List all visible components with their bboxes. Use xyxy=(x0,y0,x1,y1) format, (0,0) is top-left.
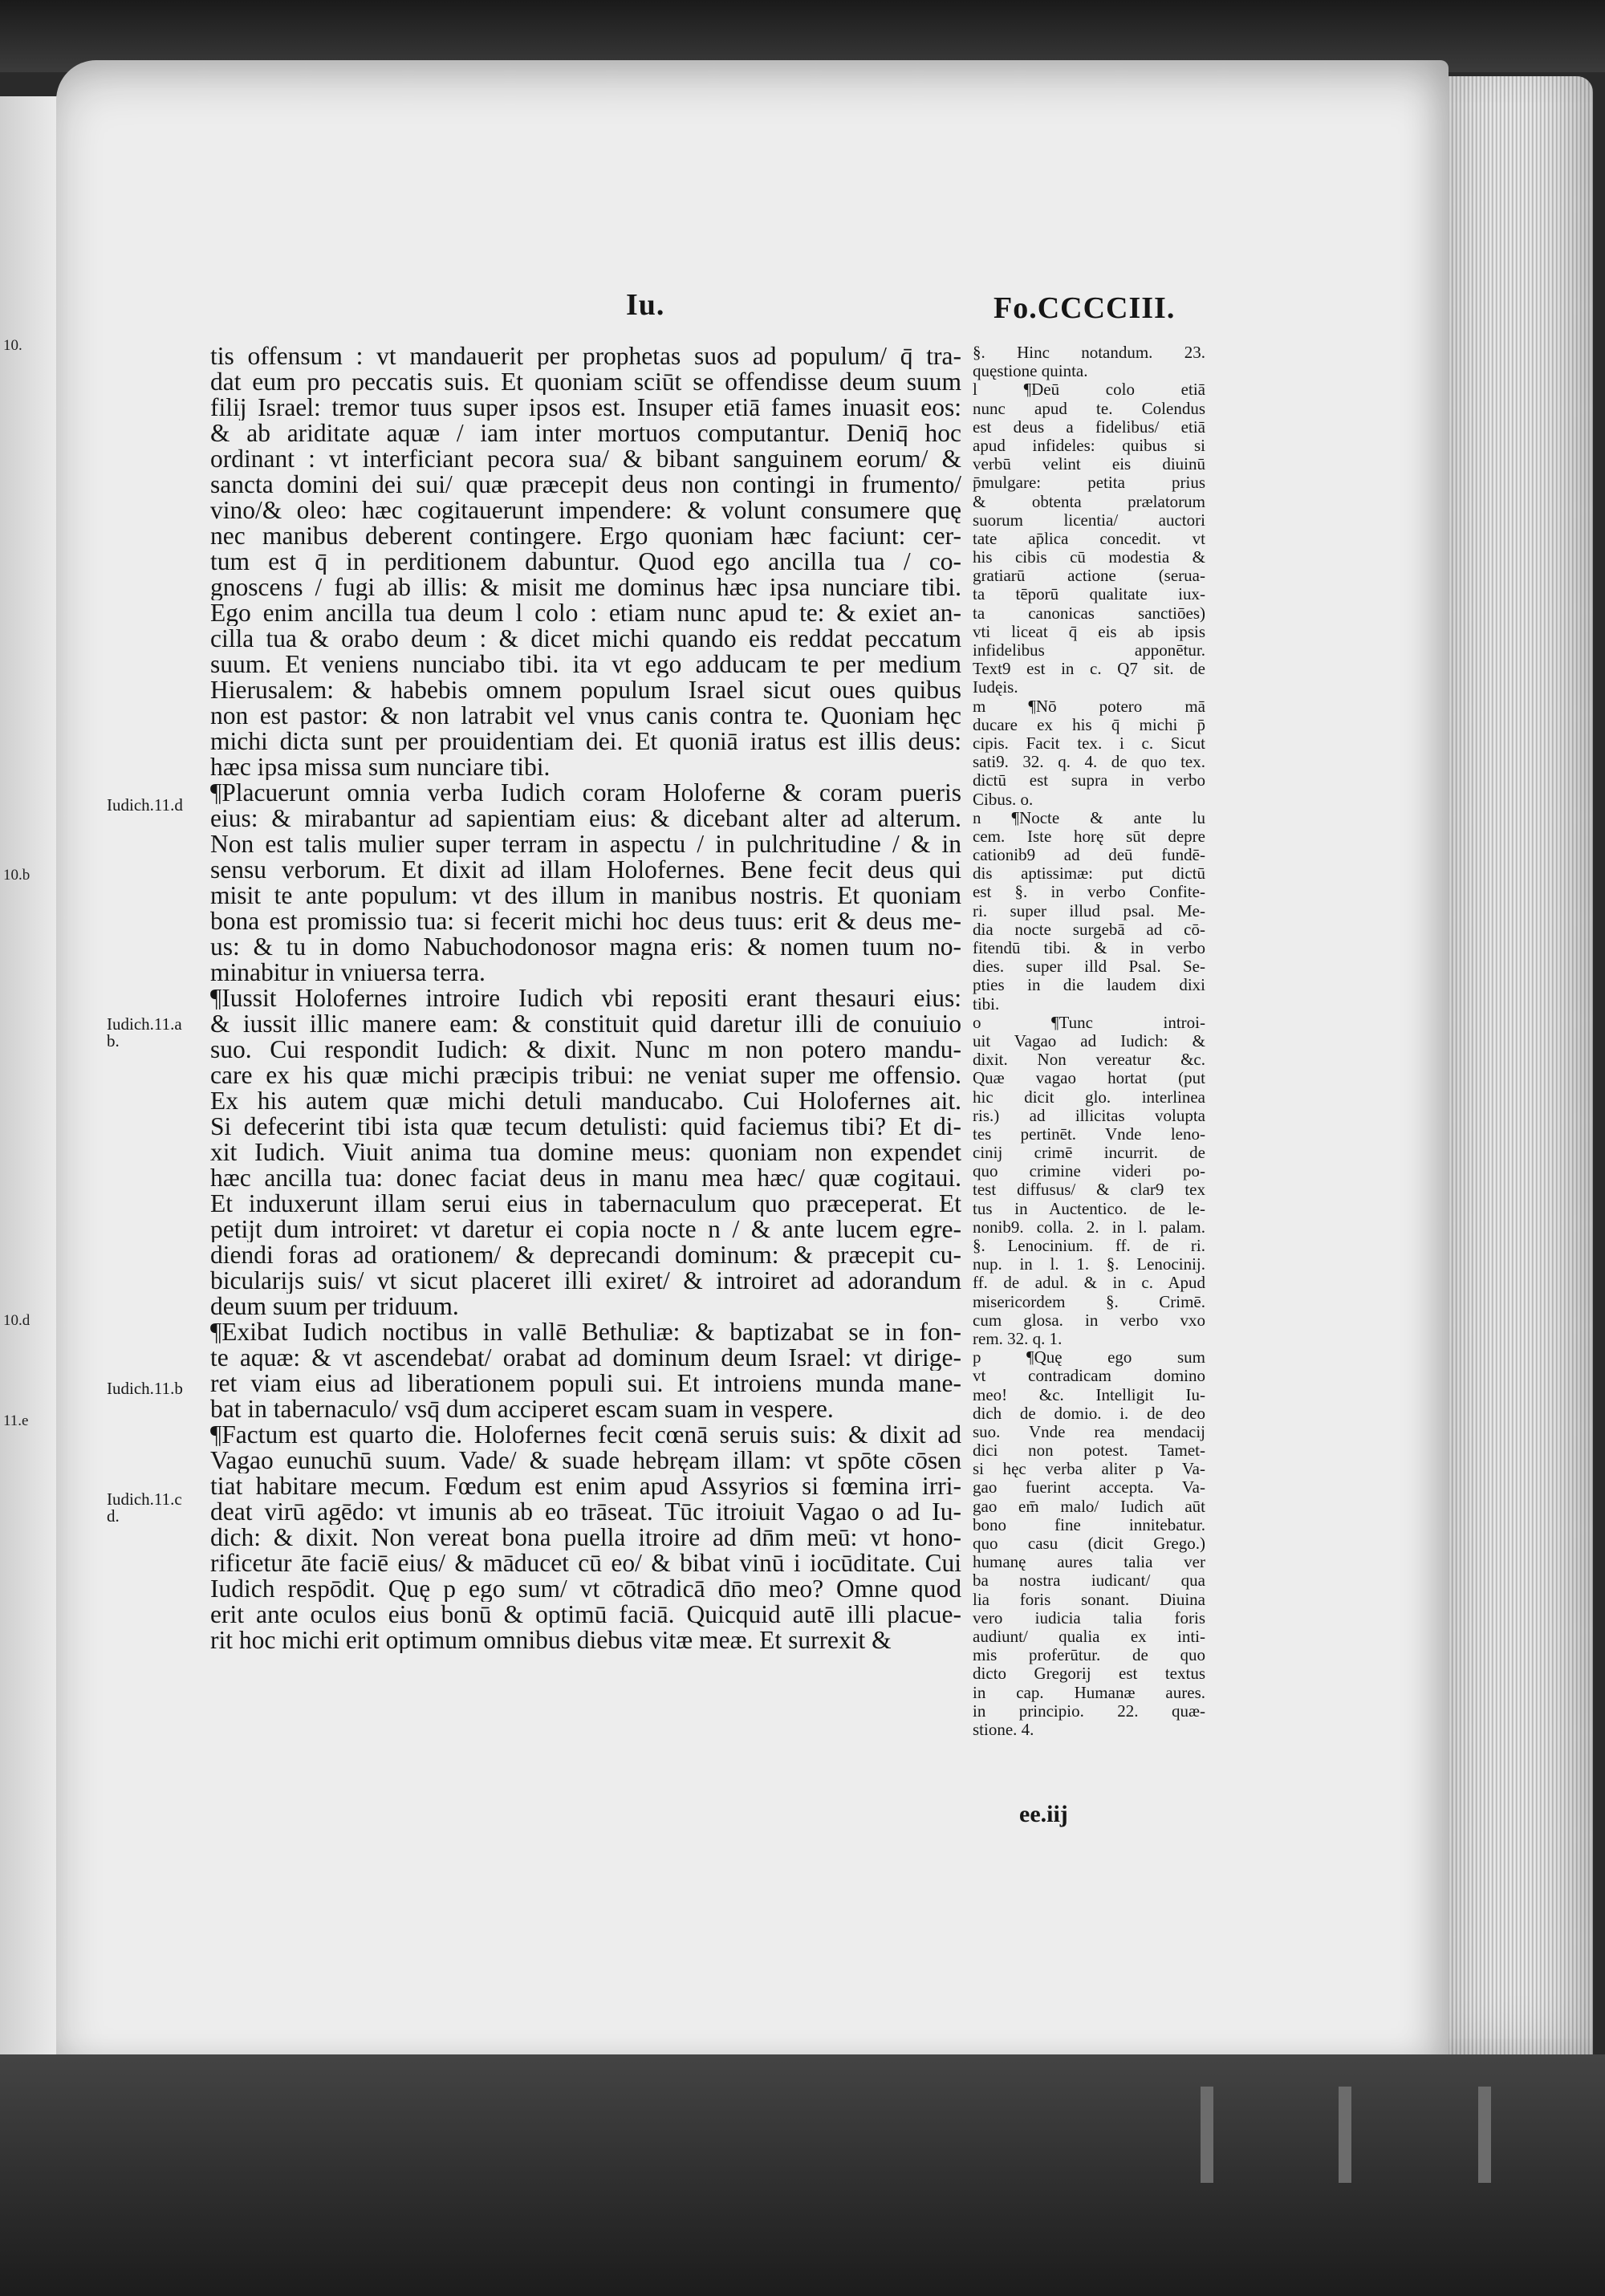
text-line: cilla tua & orabo deum : & dicet michi quando eis reddat peccatum xyxy=(210,626,961,652)
gloss-line: uit Vagao ad Iudich: & xyxy=(973,1031,1205,1050)
text-line: rit hoc michi erit optimum omnibus diebus vitæ meæ. Et surrexit & xyxy=(210,1628,892,1653)
text-line: ordinant : vt interficiant pecora sua/ & bibant sanguinem eorum/ & xyxy=(210,446,961,472)
gloss-line: vt contradicam domino xyxy=(973,1367,1205,1386)
gloss-line: cipis. Facit tex. i c. Sicut xyxy=(973,734,1205,753)
left-margin-note: 10.b xyxy=(3,867,30,884)
running-title: Iu. xyxy=(626,288,665,322)
gloss-line: fitendū tibi. & in verbo xyxy=(973,939,1205,957)
gloss-line: est deus a fidelibus/ etiā xyxy=(973,417,1205,437)
left-margin-note: 10. xyxy=(3,337,22,354)
gloss-line: dia nocte surgebā ad cō- xyxy=(973,920,1205,939)
text-line: hæc ancilla tua: donec faciat deus in manu mea hæc/ quæ cogitaui. xyxy=(210,1165,961,1191)
gloss-line: verbū velint eis diuinū xyxy=(973,455,1205,474)
text-line: filij Israel: tremor tuus super ipsos est. Insuper etiā fames inuasit eos: xyxy=(210,395,961,421)
gloss-line: suorum licentia/ auctori xyxy=(973,510,1205,530)
text-line: Ego enim ancilla tua deum l colo : etiam nunc apud te: & exiet an- xyxy=(210,600,961,626)
gloss-line: stione. 4. xyxy=(973,1720,1034,1739)
main-text-column xyxy=(210,343,961,1653)
gloss-line: vti liceat q̄ eis ab ipsis xyxy=(973,622,1205,641)
text-line: deum suum per triduum. xyxy=(210,1294,459,1319)
text-line: care ex his quæ michi præcipis tribui: ne veniat super me offensio. xyxy=(210,1063,961,1088)
gloss-line: Iudęis. xyxy=(973,678,1018,697)
gloss-line: tibi. xyxy=(973,994,1000,1014)
text-line: eius: & mirabantur ad sapientiam eius: & dicebant alter ad alterum. xyxy=(210,806,961,831)
gloss-line: ff. de adul. & in c. Apud xyxy=(973,1274,1205,1293)
gloss-line: in cap. Humanæ aures. xyxy=(973,1683,1205,1702)
text-line: dat eum pro peccatis suis. Et quoniam sciūt se offendisse deum suum xyxy=(210,369,961,395)
gloss-line: dies. super illd Psal. Se- xyxy=(973,957,1205,977)
text-line: misit te ante populum: vt des illum in manibus nostris. Et quoniam xyxy=(210,883,961,908)
text-line: ¶Iussit Holofernes introire Iudich vbi repositi erant thesauri eius: xyxy=(210,985,961,1011)
text-line: ¶Placuerunt omnia verba Iudich coram Holoferne & coram pueris xyxy=(210,780,961,806)
gloss-line: dixit. Non vereatur &c. xyxy=(973,1050,1205,1070)
bottom-shadow-bar xyxy=(1339,2087,1351,2183)
text-line: tum est q̄ in perditionem dabuntur. Quod ego ancilla tua / co- xyxy=(210,549,961,575)
text-line: petijt dum introiret: vt daretur ei copia nocte n / & ante lucem egre- xyxy=(210,1217,961,1242)
gloss-line: dicto Gregorij est textus xyxy=(973,1664,1205,1684)
left-margin-note: 11.e xyxy=(3,1412,29,1429)
gloss-line: quo casu (dicit Grego.) xyxy=(973,1534,1205,1553)
text-line: tiat habitare mecum. Fœdum est enim apud Assyrios si fœmina irri- xyxy=(210,1473,961,1499)
text-line: xit Iudich. Viuit anima tua domine meus: quoniam non expendet xyxy=(210,1140,961,1165)
gloss-line: sati9. 32. q. 4. de quo tex. xyxy=(973,753,1205,772)
gloss-line: n ¶Nocte & ante lu xyxy=(973,808,1205,827)
gloss-line: cationib9 ad deū fundē- xyxy=(973,846,1205,865)
gloss-line: dis aptissimæ: put dictū xyxy=(973,864,1205,884)
gloss-line: audiunt/ qualia ex inti- xyxy=(973,1627,1205,1646)
gloss-line: dictū est supra in verbo xyxy=(973,771,1205,790)
text-line: hæc ipsa missa sum nunciare tibi. xyxy=(210,754,551,780)
text-line: ¶Factum est quarto die. Holofernes fecit cœnā seruis suis: & dixit ad xyxy=(210,1422,961,1448)
gloss-line: nunc apud te. Colendus xyxy=(973,399,1205,418)
text-line: suum. Et veniens nunciabo tibi. ita vt ego adducam te per medium xyxy=(210,652,961,677)
gloss-line: p ¶Quę ego sum xyxy=(973,1348,1205,1367)
gloss-line: ta tēporū qualitate iux- xyxy=(973,585,1205,604)
text-line: sancta domini dei sui/ quæ præcepit deus non contingi in frumento/ xyxy=(210,472,961,498)
text-line: Non est talis mulier super terram in aspectu / in pulchritudine / & in xyxy=(210,831,961,857)
gloss-line: rem. 32. q. 1. xyxy=(973,1329,1063,1348)
text-line: tis offensum : vt mandauerit per prophetas suos ad populum/ q̄ tra- xyxy=(210,343,961,369)
gloss-line: test diffusus/ & clar9 tex xyxy=(973,1181,1205,1200)
text-line: bicularijs suis/ vt sicut placeret illi exiret/ & introiret ad adorandum xyxy=(210,1268,961,1294)
margin-reference: Iudich.11.d xyxy=(107,795,183,815)
gloss-line: misericordem §. Crimē. xyxy=(973,1292,1205,1311)
bottom-shadow-bar xyxy=(1478,2087,1491,2183)
text-line: Vagao eunuchū suum. Vade/ & suade hebręam illam: vt spōte cōsen xyxy=(210,1448,961,1473)
left-margin-note: 10.d xyxy=(3,1312,30,1329)
gloss-line: m ¶Nō potero mā xyxy=(973,697,1205,716)
margin-reference: Iudich.11.c d. xyxy=(107,1489,182,1526)
text-line: nec manibus deberent contingere. Ergo quoniam hæc faciunt: cer- xyxy=(210,523,961,549)
gloss-line: vero iudicia talia foris xyxy=(973,1608,1205,1628)
gloss-line: bono fine innitebatur. xyxy=(973,1515,1205,1534)
gloss-line: tate ap̄lica concedit. vt xyxy=(973,529,1205,548)
gloss-line: p̄mulgare: petita prius xyxy=(973,473,1205,493)
page-edges xyxy=(1432,76,1593,2099)
text-line: erit ante oculos eius bonū & optimū faciā. Quicquid autē illi placue- xyxy=(210,1602,961,1628)
gloss-line: Quæ vagao hortat (put xyxy=(973,1069,1205,1088)
text-line: dich: & dixit. Non vereat bona puella itroire ad dn̄m meū: vt hono- xyxy=(210,1525,961,1550)
gloss-line: cem. Iste horę sūt depre xyxy=(973,827,1205,846)
text-line: sensu verborum. Et dixit ad illam Holofernes. Bene fecit deus qui xyxy=(210,857,961,883)
bottom-shadow-bar xyxy=(1201,2087,1213,2183)
text-line: deat virū agēdo: vt imunis ab eo trāseat. Tūc itroiuit Vagao o ad Iu- xyxy=(210,1499,961,1525)
gloss-line: ta canonicas sanctiōes) xyxy=(973,603,1205,623)
gloss-line: dici non potest. Tamet- xyxy=(973,1441,1205,1461)
gloss-line: §. Lenocinium. ff. de ri. xyxy=(973,1237,1205,1255)
gloss-line: lia foris sonant. Diuina xyxy=(973,1590,1205,1609)
gloss-line: infidelibus apponētur. xyxy=(973,641,1205,660)
gloss-line: nup. in l. 1. §. Lenocinij. xyxy=(973,1255,1205,1274)
text-line: & ab ariditate aquæ / iam inter mortuos computantur. Deniq̄ hoc xyxy=(210,421,961,446)
gloss-line: tes pertinēt. Vnde leno- xyxy=(973,1124,1205,1144)
text-line: us: & tu in domo Nabuchodonosor magna eris: & nomen tuum no- xyxy=(210,934,961,960)
gloss-line: gratiarū actione (serua- xyxy=(973,567,1205,586)
text-line: Et induxerunt illam serui eius in tabernaculum quo præceperat. Et xyxy=(210,1191,961,1217)
gloss-line: Cibus. o. xyxy=(973,790,1034,809)
gloss-line: mis proferūtur. de quo xyxy=(973,1646,1205,1665)
gloss-line: pties in die laudem dixi xyxy=(973,976,1205,995)
gloss-line: l ¶Deū colo etiā xyxy=(973,380,1205,400)
gloss-line: his cibis cū modestia & xyxy=(973,548,1205,567)
gloss-line: Text9 est in c. Q7 sit. de xyxy=(973,660,1205,679)
gloss-line: apud infideles: quibus si xyxy=(973,436,1205,455)
gloss-line: ducare ex his q̄ michi p̄ xyxy=(973,715,1205,734)
folio-number: Fo.CCCCIII. xyxy=(993,291,1176,325)
gloss-line: ris.) ad illicitas volupta xyxy=(973,1106,1205,1125)
text-line: Si defecerint tibi ista quæ tecum detulisti: quid faciemus tibi? Et di- xyxy=(210,1114,961,1140)
text-line: suo. Cui respondit Iudich: & dixit. Nunc m non potero mandu- xyxy=(210,1037,961,1063)
gloss-line: gao fuerint accepta. Va- xyxy=(973,1478,1205,1497)
gloss-line: nonib9. colla. 2. in l. palam. xyxy=(973,1217,1205,1237)
text-line: michi dicta sunt per prouidentiam dei. Et quoniā iratus est illis deus: xyxy=(210,729,961,754)
margin-reference: Iudich.11.a b. xyxy=(107,1014,182,1050)
gloss-line: meo! &c. Intelligit Iu- xyxy=(973,1385,1205,1404)
text-line: gnoscens / fugi ab illis: & misit me dominus hæc ipsa nunciare tibi. xyxy=(210,575,961,600)
text-line: Hierusalem: & habebis omnem populum Israel sicut oues quibus xyxy=(210,677,961,703)
gloss-line: gao em̄ malo/ Iudich aūt xyxy=(973,1497,1205,1516)
gloss-line: cum glosa. in verbo vxo xyxy=(973,1311,1205,1330)
gloss-line: §. Hinc notandum. 23. xyxy=(973,343,1205,362)
gloss-line: tus in Auctentico. de le- xyxy=(973,1199,1205,1218)
gloss-line: si hęc verba aliter p Va- xyxy=(973,1460,1205,1479)
text-line: vino/& oleo: hæc cogitauerunt impendere: & volunt consumere quę xyxy=(210,498,961,523)
gloss-line: humanę aures talia ver xyxy=(973,1553,1205,1572)
gloss-line: in principio. 22. quæ- xyxy=(973,1701,1205,1721)
text-line: ¶Exibat Iudich noctibus in vallē Bethuliæ: & baptizabat se in fon- xyxy=(210,1319,961,1345)
text-line: bat in tabernaculo/ vsq̄ dum acciperet escam suam in vespere. xyxy=(210,1396,834,1422)
text-line: rificetur āte faciē eius/ & māducet cū eo/ & bibat vinū i iocūditate. Cui xyxy=(210,1550,961,1576)
gloss-column xyxy=(973,343,1205,1739)
gloss-line: o ¶Tunc introi- xyxy=(973,1013,1205,1032)
gloss-line: suo. Vnde rea mendacij xyxy=(973,1422,1205,1441)
gloss-line: dich de domio. i. de deo xyxy=(973,1404,1205,1423)
text-line: ret viam eius ad liberationem populi sui. Et introiens munda mane- xyxy=(210,1371,961,1396)
text-line: non est pastor: & non latrabit vel vnus canis contra te. Quoniam hęc xyxy=(210,703,961,729)
facing-page xyxy=(0,96,60,2062)
margin-reference: Iudich.11.b xyxy=(107,1379,183,1398)
text-line: & iussit illic manere eam: & constituit quid daretur illi de conuiuio xyxy=(210,1011,961,1037)
text-line: te aquæ: & vt ascendebat/ orabat ad dominum deum Israel: vt dirige- xyxy=(210,1345,961,1371)
text-line: Iudich respōdit. Quę p ego sum/ vt cōtradicā dn̄o meo? Omne quod xyxy=(210,1576,961,1602)
gloss-line: & obtenta prælatorum xyxy=(973,492,1205,511)
text-line: minabitur in vniuersa terra. xyxy=(210,960,486,985)
signature-mark: ee.iij xyxy=(1019,1801,1068,1827)
text-line: Ex his autem quæ michi detuli manducabo. Cui Holofernes ait. xyxy=(210,1088,961,1114)
gloss-line: est §. in verbo Confite- xyxy=(973,883,1205,902)
gloss-line: hic dicit glo. interlinea xyxy=(973,1087,1205,1107)
gloss-line: ba nostra iudicant/ qua xyxy=(973,1571,1205,1591)
text-line: bona est promissio tua: si fecerit michi hoc deus tuus: erit & deus me- xyxy=(210,908,961,934)
gloss-line: ri. super illud psal. Me- xyxy=(973,901,1205,920)
gloss-line: cinij crimē incurrit. de xyxy=(973,1144,1205,1163)
text-line: diendi foras ad orationem/ & deprecandi dominum: & præcepit cu- xyxy=(210,1242,961,1268)
gloss-line: quęstione quinta. xyxy=(973,362,1088,381)
gloss-line: quo crimine videri po- xyxy=(973,1162,1205,1181)
bottom-background xyxy=(0,2054,1605,2296)
